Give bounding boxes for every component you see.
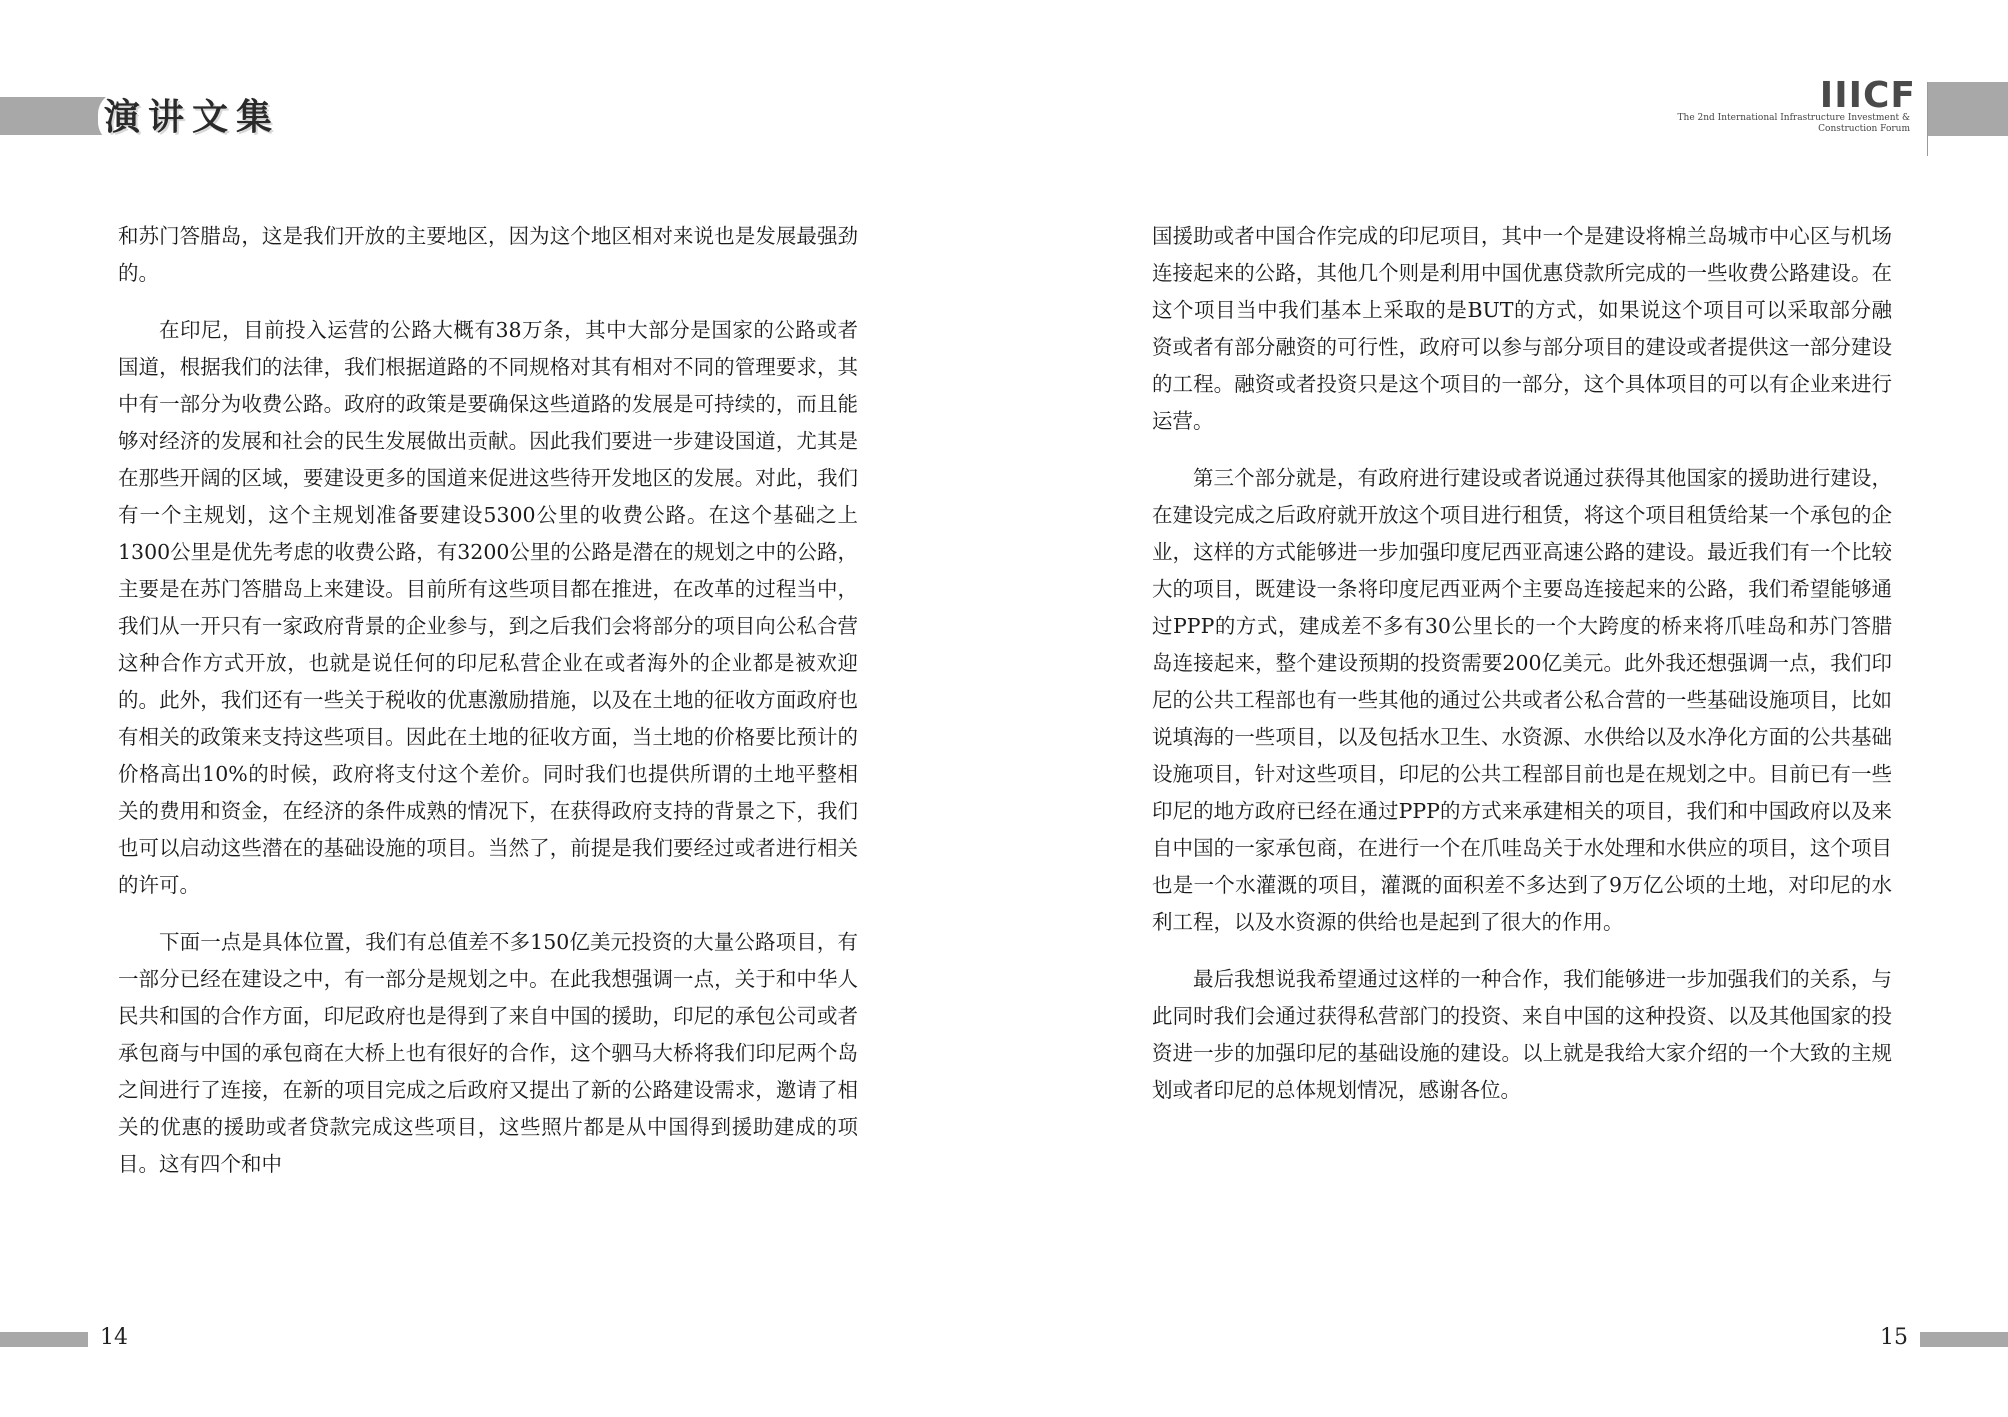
right-page xyxy=(1004,0,2008,1417)
left-body-text xyxy=(118,218,858,1203)
forum-name-line2: Construction Forum xyxy=(1818,124,1910,134)
right-body-text xyxy=(1152,218,1892,1129)
paragraph: 第三个部分就是，有政府进行建设或者说通过获得其他国家的援助进行建设，在建设完成之后政府就开放这个项目进行租赁，将这个项目租赁给某一个承包的企业，这样的方式能够进一步加强印度尼西亚高速公路的建设。最近我们有一个比较大的项目，既建设一条将印度尼西亚两个主要岛连接起来的公路，我们希望能够通过PPP的方式，建成差不多有30公里长的一个大跨度的桥来将爪哇岛和苏门答腊岛连接起来，整个建设预期的投资需要200亿美元。此外我还想强调一点，我们印尼的公共工程部也有一些其他的通过公共或者公私合营的一些基础设施项目，比如说填海的一些项目，以及包括水卫生、水资源、水供给以及水净化方面的公共基础设施项目，针对这些项目，印尼的公共工程部目前也是在规划之中。目前已有一些印尼的地方政府已经在通过PPP的方式来承建相关的项目，我们和中国政府以及来自中国的一家承包商，在进行一个在爪哇岛关于水处理和水供应的项目，这个项目也是一个水灌溉的项目，灌溉的面积差不多达到了9万亿公顷的土地，对印尼的水利工程，以及水资源的供给也是起到了很大的作用。 xyxy=(1152,466,1892,934)
paragraph: 在印尼，目前投入运营的公路大概有38万条，其中大部分是国家的公路或者国道，根据我们的法律，我们根据道路的不同规格对其有相对不同的管理要求，其中有一部分为收费公路。政府的政策是要确保这些道路的发展是可持续的，而且能够对经济的发展和社会的民生发展做出贡献。因此我们要进一步建设国道，尤其是在那些开阔的区域，要建设更多的国道来促进这些待开发地区的发展。对此，我们有一个主规划，这个主规划准备要建设5300公里的收费公路。在这个基础之上1300公里是优先考虑的收费公路，有3200公里的公路是潜在的规划之中的公路，主要是在苏门答腊岛上来建设。目前所有这些项目都在推进，在改革的过程当中，我们从一开只有一家政府背景的企业参与，到之后我们会将部分的项目向公私合营这种合作方式开放，也就是说任何的印尼私营企业在或者海外的企业都是被欢迎的。此外，我们还有一些关于税收的优惠激励措施，以及在土地的征收方面政府也有相关的政策来支持这些项目。因此在土地的征收方面，当土地的价格要比预计的价格高出10%的时候，政府将支付这个差价。同时我们也提供所谓的土地平整相关的费用和资金，在经济的条件成熟的情况下，在获得政府支持的背景之下，我们也可以启动这些潜在的基础设施的项目。当然了，前提是我们要经过或者进行相关的许可。 xyxy=(118,318,858,897)
page-number-left: 14 xyxy=(100,1325,128,1350)
forum-name xyxy=(1570,113,1910,135)
forum-name-line1: The 2nd International Infrastructure Investment & xyxy=(1677,113,1910,123)
footer-bar-left xyxy=(0,1332,88,1347)
paragraph: 最后我想说我希望通过这样的一种合作，我们能够进一步加强我们的关系，与此同时我们会通过获得私营部门的投资、来自中国的这种投资、以及其他国家的投资进一步的加强印尼的基础设施的建设。以上就是我给大家介绍的一个大致的主规划或者印尼的总体规划情况，感谢各位。 xyxy=(1152,967,1892,1102)
paragraph: 国援助或者中国合作完成的印尼项目，其中一个是建设将棉兰岛城市中心区与机场连接起来的公路，其他几个则是利用中国优惠贷款所完成的一些收费公路建设。在这个项目当中我们基本上采取的是BUT的方式，如果说这个项目可以采取部分融资或者有部分融资的可行性，政府可以参与部分项目的建设或者提供这一部分建设的工程。融资或者投资只是这个项目的一部分，这个具体项目的可以有企业来进行运营。 xyxy=(1152,224,1892,433)
section-title xyxy=(92,92,286,144)
page-number-right: 15 xyxy=(1880,1325,1908,1350)
footer-bar-right xyxy=(1920,1332,2008,1347)
paragraph: 和苏门答腊岛，这是我们开放的主要地区，因为这个地区相对来说也是发展最强劲的。 xyxy=(118,224,858,285)
section-title-text: 演讲文集 xyxy=(98,92,280,144)
header-bar-right xyxy=(1928,82,2008,136)
iiicf-logo: IIICF xyxy=(1819,75,1916,116)
paragraph: 下面一点是具体位置，我们有总值差不多150亿美元投资的大量公路项目，有一部分已经在建设之中，有一部分是规划之中。在此我想强调一点，关于和中华人民共和国的合作方面，印尼政府也是得到了来自中国的援助，印尼的承包公司或者承包商与中国的承包商在大桥上也有很好的合作，这个驷马大桥将我们印尼两个岛之间进行了连接，在新的项目完成之后政府又提出了新的公路建设需求，邀请了相关的优惠的援助或者贷款完成这些项目，这些照片都是从中国得到援助建成的项目。这有四个和中 xyxy=(118,930,858,1176)
